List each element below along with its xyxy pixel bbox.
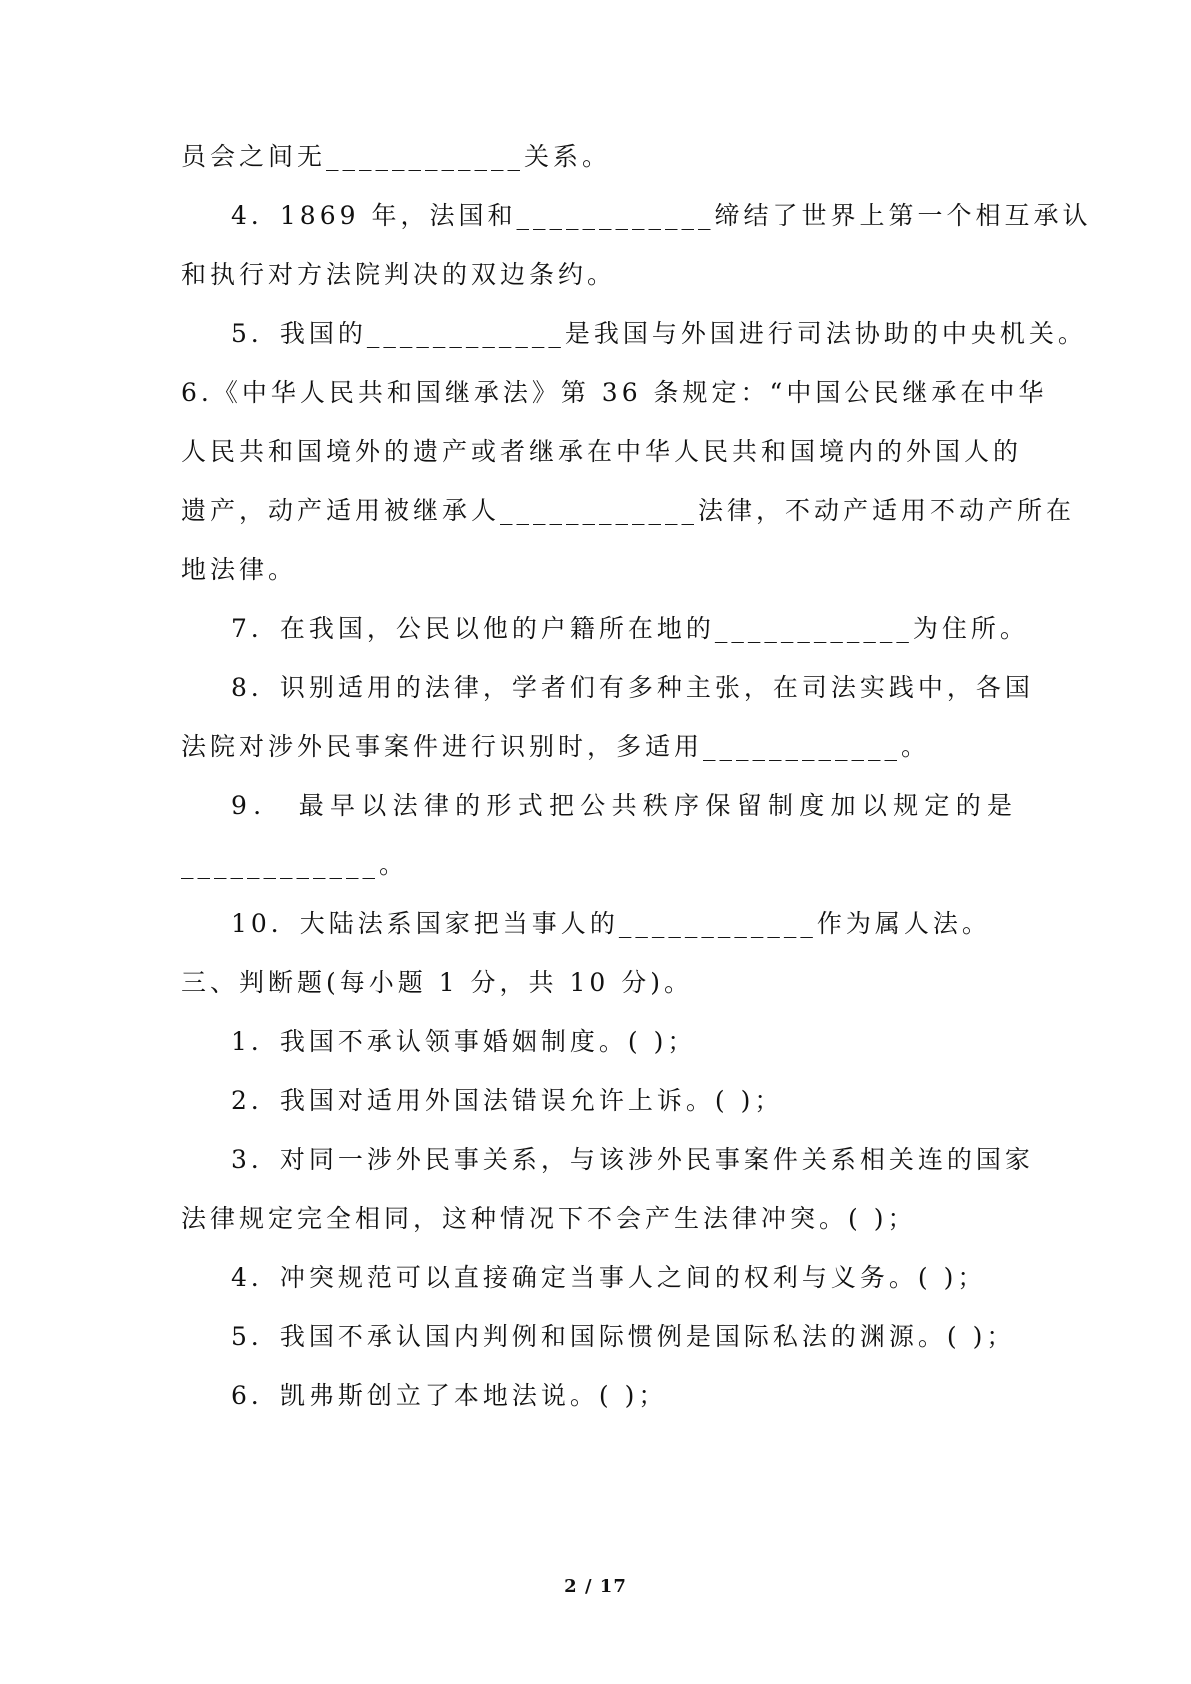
question-4-line-1: 4．1869 年，法国和____________缔结了世界上第一个相互承认 [231,201,1092,230]
judgment-4: 4．冲突规范可以直接确定当事人之间的权利与义务。( )； [231,1263,987,1292]
text-line-1: 员会之间无____________关系。 [181,142,612,171]
judgment-1: 1．我国不承认领事婚姻制度。( )； [231,1027,697,1056]
question-6-line-2: 人民共和国境外的遗产或者继承在中华人民共和国境内的外国人的 [181,437,1023,466]
question-6-line-4: 地法律。 [181,555,298,584]
question-10: 10．大陆法系国家把当事人的____________作为属人法。 [231,909,991,938]
section-heading-judgment: 三、判断题(每小题 1 分，共 10 分)。 [181,968,694,997]
question-9-line-1: 9． 最早以法律的形式把公共秩序保留制度加以规定的是 [231,791,1016,820]
question-6-line-1: 6.《中华人民共和国继承法》第 36 条规定：“中国公民继承在中华 [181,378,1048,407]
judgment-3-line-1: 3．对同一涉外民事关系，与该涉外民事案件关系相关连的国家 [231,1145,1034,1174]
page-number: 2 / 17 [564,1576,627,1597]
judgment-2: 2．我国对适用外国法错误允许上诉。( )； [231,1086,784,1115]
question-9-line-2: ____________。 [181,850,409,879]
judgment-5: 5．我国不承认国内判例和国际惯例是国际私法的渊源。( )； [231,1322,1016,1351]
question-7: 7．在我国，公民以他的户籍所在地的____________为住所。 [231,614,1029,643]
question-4-line-2: 和执行对方法院判决的双边条约。 [181,260,617,289]
judgment-6: 6．凯弗斯创立了本地法说。( )； [231,1381,668,1410]
question-6-line-3: 遗产，动产适用被继承人____________法律，不动产适用不动产所在 [181,496,1076,525]
question-8-line-1: 8．识别适用的法律，学者们有多种主张，在司法实践中，各国 [231,673,1034,702]
question-5: 5．我国的____________是我国与外国进行司法协助的中央机关。 [231,319,1087,348]
question-8-line-2: 法院对涉外民事案件进行识别时，多适用____________。 [181,732,931,761]
judgment-3-line-2: 法律规定完全相同，这种情况下不会产生法律冲突。( )； [181,1204,917,1233]
